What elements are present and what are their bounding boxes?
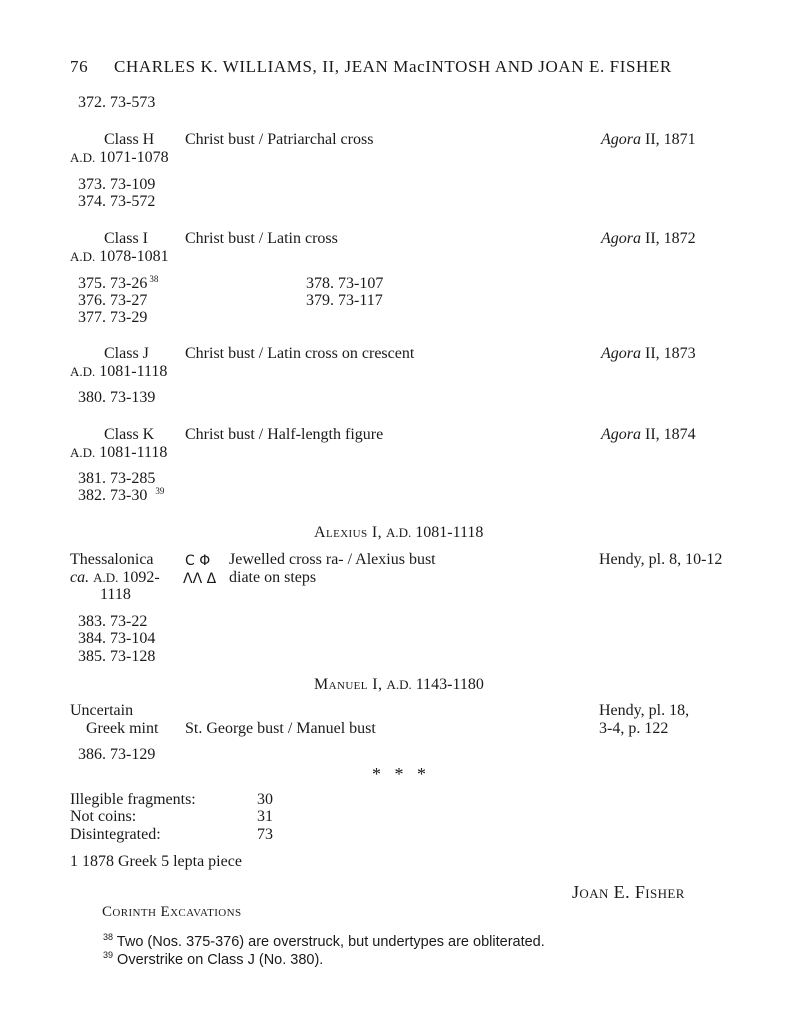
catalog-number: 372.: [78, 94, 106, 111]
coin-description: diate on steps: [229, 569, 317, 586]
footnote: $^{38}$ Two (Nos. 375-376) are overstruck, but undertypes are obliterated.: [103, 932, 545, 950]
coin-description: Jewelled cross ra- / Alexius bust: [229, 551, 436, 568]
class-description: Christ bust / Latin cross on crescent: [185, 345, 415, 362]
class-label: Class I: [104, 230, 148, 247]
list-item: 374. 73-572: [78, 193, 156, 210]
list-item: 379. 73-117: [306, 292, 383, 309]
list-item: 384. 73-104: [78, 630, 156, 647]
coin-letters: ΛΛ Δ: [183, 571, 217, 587]
summary-value: 73: [257, 826, 273, 843]
class-dates: A.D. 1081-1118: [70, 444, 168, 461]
reference: 3-4, p. 122: [599, 720, 669, 737]
list-item: 383. 73-22: [78, 613, 148, 630]
list-item: 382. 73-30 $^{39}$: [78, 485, 165, 504]
other-note: 1 1878 Greek 5 lepta piece: [70, 853, 242, 870]
list-item: 375. 73-26 $^{38}$: [78, 273, 159, 292]
summary-value: 31: [257, 808, 273, 825]
mint-dates: 1118: [100, 586, 131, 603]
reference: Agora II, 1874: [601, 426, 696, 443]
list-item: 373. 73-109: [78, 176, 156, 193]
coin-description: St. George bust / Manuel bust: [185, 720, 376, 737]
mint-name: Greek mint: [86, 720, 159, 737]
reference: Hendy, pl. 18,: [599, 702, 690, 719]
list-item: 377. 73-29: [78, 309, 148, 326]
reference: Agora II, 1873: [601, 345, 696, 362]
footnote-mark: 39: [103, 950, 114, 961]
list-item: 385. 73-128: [78, 648, 156, 665]
section-separator: * * *: [372, 764, 426, 784]
list-item: 381. 73-285: [78, 470, 156, 487]
inventory-number: 73-573: [110, 94, 156, 111]
signature-name: Joan E. Fisher: [572, 882, 685, 902]
mint-name: Thessalonica: [70, 551, 154, 568]
list-item: 386. 73-129: [78, 746, 156, 763]
section-heading: Alexius I, A.D. 1081-1118: [314, 524, 484, 541]
page-number: 76: [70, 57, 89, 76]
footnote-ref: 39: [155, 485, 165, 496]
reference: Hendy, pl. 8, 10-12: [599, 551, 723, 568]
class-dates: A.D. 1081-1118: [70, 363, 168, 380]
footnote-mark: 38: [103, 932, 114, 943]
mint-name: Uncertain: [70, 702, 134, 719]
reference-detail: II, 1871: [645, 131, 696, 148]
list-item: 380. 73-139: [78, 389, 156, 406]
section-heading: Manuel I, A.D. 1143-1180: [314, 676, 484, 693]
summary-label: Illegible fragments:: [70, 791, 196, 808]
running-header-authors: CHARLES K. WILLIAMS, II, JEAN MacINTOSH AND JOAN E. FISHER: [114, 57, 672, 76]
reference: [601, 131, 696, 149]
class-label: Class K: [104, 426, 155, 443]
class-label: Class J: [104, 345, 149, 362]
footnote: $^{39}$ Overstrike on Class J (No. 380).: [103, 950, 324, 968]
summary-label: Disintegrated:: [70, 826, 161, 843]
class-label: Class H: [104, 131, 155, 148]
list-item: [78, 94, 155, 112]
list-item: 376. 73-27: [78, 292, 148, 309]
mint-dates: ca. A.D. 1092-: [70, 569, 160, 586]
class-dates: A.D. 1078-1081: [70, 248, 169, 265]
class-description: Christ bust / Half-length figure: [185, 426, 384, 443]
list-item: 378. 73-107: [306, 275, 384, 292]
footnote-ref: 38: [149, 273, 159, 284]
coin-letters: C Φ: [185, 553, 211, 569]
signature-affiliation: Corinth Excavations: [102, 904, 242, 920]
summary-label: Not coins:: [70, 808, 137, 825]
class-description: Christ bust / Latin cross: [185, 230, 338, 247]
reference-title: Agora: [601, 131, 641, 148]
summary-value: 30: [257, 791, 273, 808]
reference: Agora II, 1872: [601, 230, 696, 247]
class-dates: A.D. 1071-1078: [70, 149, 169, 166]
class-description: Christ bust / Patriarchal cross: [185, 131, 374, 148]
